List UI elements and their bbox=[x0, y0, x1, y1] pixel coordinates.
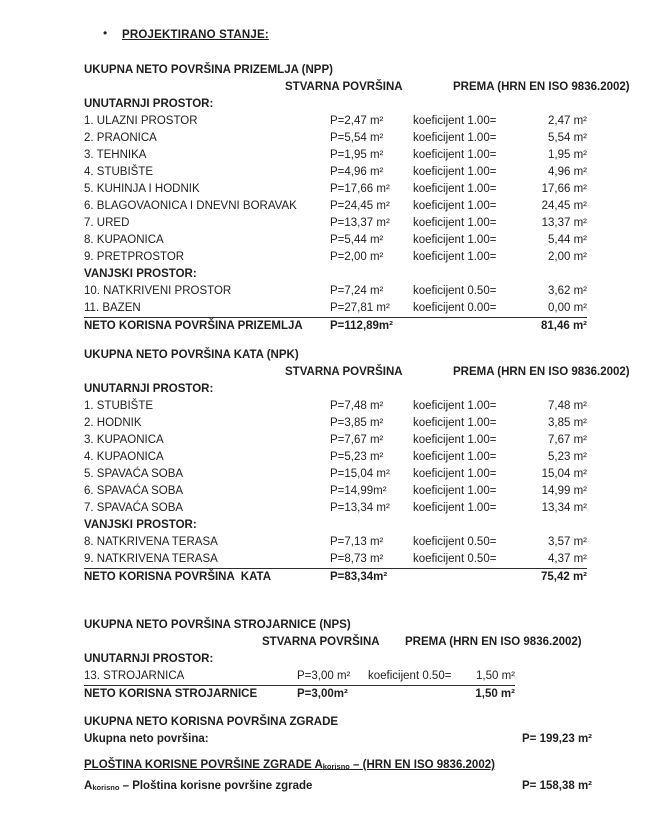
summary-value: P= 199,23 m² bbox=[522, 733, 593, 745]
row-koef: koeficijent 1.00= bbox=[413, 217, 497, 229]
group-label-vanjski: VANJSKI PROSTOR: bbox=[84, 519, 197, 531]
column-header-stvarna: STVARNA POVRŠINA bbox=[262, 636, 380, 648]
table-row bbox=[84, 534, 587, 551]
total-value: 81,46 m² bbox=[540, 320, 587, 332]
row-koef: koeficijent 0.00= bbox=[413, 302, 497, 314]
row-name: 1. STUBIŠTE bbox=[84, 400, 154, 412]
table-row bbox=[84, 113, 587, 130]
row-koef: koeficijent 0.50= bbox=[413, 285, 497, 297]
section-machine-room bbox=[84, 617, 582, 703]
column-header-row bbox=[84, 364, 630, 381]
row-p: P=2,47 m² bbox=[330, 115, 384, 127]
table-row bbox=[84, 483, 587, 500]
akorisno-heading bbox=[84, 759, 495, 771]
row-p: P=3,85 m² bbox=[330, 417, 384, 429]
group-label-unutarnji: UNUTARNJI PROSTOR: bbox=[84, 653, 214, 665]
row-name: 4. KUPAONICA bbox=[84, 451, 164, 463]
total-row bbox=[84, 686, 515, 703]
row-p: P=3,00 m² bbox=[297, 670, 351, 682]
row-koef: koeficijent 0.50= bbox=[413, 536, 497, 548]
total-row bbox=[84, 318, 587, 335]
row-p: P=15,04 m² bbox=[330, 468, 390, 480]
row-p: P=4,96 m² bbox=[330, 166, 384, 178]
total-row bbox=[84, 569, 587, 586]
row-value: 14,99 m² bbox=[541, 485, 587, 497]
table-row bbox=[84, 466, 587, 483]
row-name: 2. PRAONICA bbox=[84, 132, 157, 144]
total-p: P=112,89m² bbox=[330, 320, 393, 332]
table-row bbox=[84, 300, 587, 318]
row-name: 3. TEHNIKA bbox=[84, 149, 147, 161]
row-value: 13,37 m² bbox=[541, 217, 587, 229]
akorisno-heading-line bbox=[84, 757, 593, 774]
bullet-icon: • bbox=[103, 26, 108, 40]
page-title: PROJEKTIRANO STANJE: bbox=[122, 29, 269, 41]
row-p: P=24,45 m² bbox=[330, 200, 390, 212]
summary-label: Ukupna neto površina: bbox=[84, 733, 209, 745]
row-name: 7. SPAVAĆA SOBA bbox=[84, 502, 184, 514]
total-p: P=83,34m² bbox=[330, 571, 388, 583]
row-koef: koeficijent 1.00= bbox=[413, 485, 497, 497]
row-name: 11. BAZEN bbox=[84, 302, 141, 314]
row-koef: koeficijent 1.00= bbox=[413, 502, 497, 514]
table-row bbox=[84, 232, 587, 249]
row-value: 24,45 m² bbox=[541, 200, 587, 212]
row-name: 1. ULAZNI PROSTOR bbox=[84, 115, 198, 127]
row-name: 3. KUPAONICA bbox=[84, 434, 164, 446]
summary-title: UKUPNA NETO KORISNA POVRŠINA ZGRADE bbox=[84, 716, 339, 728]
section-akorisno bbox=[84, 757, 593, 795]
group-label-unutarnji: UNUTARNJI PROSTOR: bbox=[84, 383, 214, 395]
row-value: 13,34 m² bbox=[541, 502, 587, 514]
row-p: P=1,95 m² bbox=[330, 149, 384, 161]
row-koef: koeficijent 1.00= bbox=[413, 251, 497, 263]
column-header-prema: PREMA (HRN EN ISO 9836.2002) bbox=[453, 81, 630, 93]
table-row bbox=[84, 449, 587, 466]
row-value: 4,37 m² bbox=[548, 553, 587, 565]
row-value: 3,62 m² bbox=[548, 285, 587, 297]
row-koef: koeficijent 1.00= bbox=[413, 468, 497, 480]
akorisno-label bbox=[84, 780, 312, 792]
row-p: P=5,54 m² bbox=[330, 132, 384, 144]
row-p: P=5,44 m² bbox=[330, 234, 384, 246]
table-row bbox=[84, 415, 587, 432]
akorisno-heading-suffix: – (HRN EN ISO 9836.2002) bbox=[349, 759, 495, 771]
total-name: NETO KORISNA POVRŠINA KATA bbox=[84, 571, 271, 583]
table-row bbox=[84, 551, 587, 569]
section-title: UKUPNA NETO POVRŠINA KATA (NPK) bbox=[84, 349, 299, 361]
outer-rows bbox=[84, 534, 587, 569]
akorisno-heading-prefix: PLOŠTINA KORISNE POVRŠINE ZGRADE A bbox=[84, 759, 323, 771]
row-value: 5,23 m² bbox=[548, 451, 587, 463]
akorisno-label-prefix: A bbox=[84, 780, 93, 792]
row-p: P=17,66 m² bbox=[330, 183, 390, 195]
column-header-prema: PREMA (HRN EN ISO 9836.2002) bbox=[453, 366, 630, 378]
column-header-row bbox=[84, 634, 582, 651]
inner-rows bbox=[84, 113, 587, 266]
akorisno-label-subscript: korisno bbox=[92, 783, 120, 792]
row-koef: koeficijent 1.00= bbox=[413, 166, 497, 178]
row-koef: koeficijent 1.00= bbox=[413, 234, 497, 246]
row-value: 5,54 m² bbox=[548, 132, 587, 144]
akorisno-value-line bbox=[84, 778, 593, 795]
column-header-row bbox=[84, 79, 630, 96]
row-value: 3,85 m² bbox=[548, 417, 587, 429]
row-name: 5. KUHINJA I HODNIK bbox=[84, 183, 200, 195]
row-value: 3,57 m² bbox=[548, 536, 587, 548]
table-row bbox=[84, 130, 587, 147]
row-koef: koeficijent 1.00= bbox=[413, 417, 497, 429]
column-header-prema: PREMA (HRN EN ISO 9836.2002) bbox=[405, 636, 582, 648]
row-p: P=5,23 m² bbox=[330, 451, 384, 463]
row-name: 7. URED bbox=[84, 217, 130, 229]
row-koef: koeficijent 1.00= bbox=[413, 400, 497, 412]
row-p: P=13,37 m² bbox=[330, 217, 390, 229]
row-name: 8. KUPAONICA bbox=[84, 234, 164, 246]
total-value: 1,50 m² bbox=[475, 688, 515, 700]
table-row bbox=[84, 283, 587, 300]
akorisno-heading-subscript: korisno bbox=[322, 762, 350, 771]
row-value: 1,50 m² bbox=[476, 670, 515, 682]
section-title: UKUPNA NETO POVRŠINA PRIZEMLJA (NPP) bbox=[84, 64, 333, 76]
row-value: 2,00 m² bbox=[548, 251, 587, 263]
row-koef: koeficijent 0.50= bbox=[368, 670, 452, 682]
row-koef: koeficijent 1.00= bbox=[413, 183, 497, 195]
row-p: P=14,99m² bbox=[330, 485, 387, 497]
table-row bbox=[84, 147, 587, 164]
column-header-stvarna: STVARNA POVRŠINA bbox=[285, 366, 403, 378]
document-title-line bbox=[0, 27, 671, 44]
table-row bbox=[84, 500, 587, 517]
table-row bbox=[84, 164, 587, 181]
row-p: P=8,73 m² bbox=[330, 553, 384, 565]
row-koef: koeficijent 1.00= bbox=[413, 451, 497, 463]
row-koef: koeficijent 1.00= bbox=[413, 115, 497, 127]
total-p: P=3,00m² bbox=[297, 688, 348, 700]
row-koef: koeficijent 1.00= bbox=[413, 434, 497, 446]
row-koef: koeficijent 1.00= bbox=[413, 132, 497, 144]
section-first-floor bbox=[84, 347, 630, 586]
row-p: P=27,81 m² bbox=[330, 302, 390, 314]
row-p: P=7,67 m² bbox=[330, 434, 384, 446]
table-row bbox=[84, 249, 587, 266]
total-name: NETO KORISNA POVRŠINA PRIZEMLJA bbox=[84, 320, 303, 332]
inner-rows bbox=[84, 398, 587, 517]
akorisno-label-suffix: – Ploština korisne površine zgrade bbox=[119, 780, 313, 792]
row-name: 5. SPAVAĆA SOBA bbox=[84, 468, 184, 480]
row-value: 7,67 m² bbox=[548, 434, 587, 446]
row-value: 17,66 m² bbox=[541, 183, 587, 195]
row-name: 2. HODNIK bbox=[84, 417, 142, 429]
row-p: P=7,48 m² bbox=[330, 400, 384, 412]
table-row bbox=[84, 181, 587, 198]
group-label-vanjski: VANJSKI PROSTOR: bbox=[84, 268, 197, 280]
row-koef: koeficijent 0.50= bbox=[413, 553, 497, 565]
row-name: 6. SPAVAĆA SOBA bbox=[84, 485, 184, 497]
row-value: 2,47 m² bbox=[548, 115, 587, 127]
row-name: 4. STUBIŠTE bbox=[84, 166, 154, 178]
row-koef: koeficijent 1.00= bbox=[413, 200, 497, 212]
table-row bbox=[84, 432, 587, 449]
total-value: 75,42 m² bbox=[540, 571, 587, 583]
row-name: 9. PRETPROSTOR bbox=[84, 251, 185, 263]
section-building-total bbox=[84, 714, 593, 748]
row-value: 5,44 m² bbox=[548, 234, 587, 246]
row-p: P=7,24 m² bbox=[330, 285, 384, 297]
row-name: 13. STROJARNICA bbox=[84, 670, 185, 682]
outer-rows bbox=[84, 283, 587, 318]
inner-rows bbox=[84, 668, 515, 686]
row-p: P=13,34 m² bbox=[330, 502, 390, 514]
row-p: P=2,00 m² bbox=[330, 251, 384, 263]
table-row bbox=[84, 198, 587, 215]
total-name: NETO KORISNA STROJARNICE bbox=[84, 688, 258, 700]
section-title: UKUPNA NETO POVRŠINA STROJARNICE (NPS) bbox=[84, 619, 351, 631]
row-value: 1,95 m² bbox=[548, 149, 587, 161]
row-name: 9. NATKRIVENA TERASA bbox=[84, 553, 218, 565]
table-row bbox=[84, 215, 587, 232]
table-row bbox=[84, 398, 587, 415]
row-koef: koeficijent 1.00= bbox=[413, 149, 497, 161]
row-value: 4,96 m² bbox=[548, 166, 587, 178]
column-header-stvarna: STVARNA POVRŠINA bbox=[285, 81, 403, 93]
row-name: 10. NATKRIVENI PROSTOR bbox=[84, 285, 232, 297]
row-value: 0,00 m² bbox=[548, 302, 587, 314]
row-value: 7,48 m² bbox=[548, 400, 587, 412]
row-p: P=7,13 m² bbox=[330, 536, 384, 548]
table-row bbox=[84, 668, 515, 686]
group-label-unutarnji: UNUTARNJI PROSTOR: bbox=[84, 98, 214, 110]
row-name: 8. NATKRIVENA TERASA bbox=[84, 536, 218, 548]
akorisno-value: P= 158,38 m² bbox=[522, 780, 593, 792]
section-ground-floor bbox=[84, 62, 630, 335]
row-value: 15,04 m² bbox=[541, 468, 587, 480]
row-name: 6. BLAGOVAONICA I DNEVNI BORAVAK bbox=[84, 200, 297, 212]
